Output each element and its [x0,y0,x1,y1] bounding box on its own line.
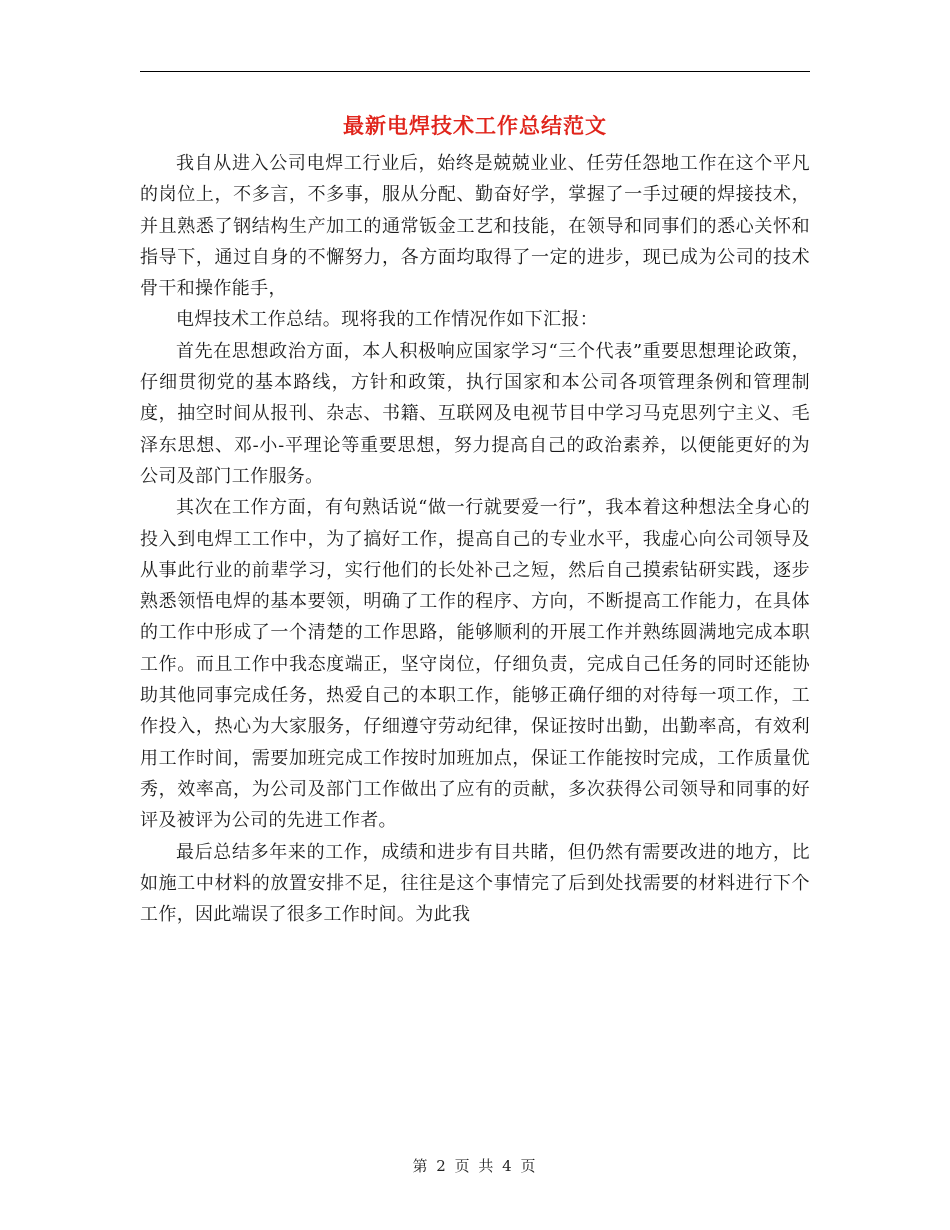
paragraph-political: 首先在思想政治方面，本人积极响应国家学习“三个代表”重要思想理论政策，仔细贯彻党的基本路线，方针和政策，执行国家和本公司各项管理条例和管理制度，抽空时间从报刊、杂志、书籍、互联网及电视节目中学习马克思列宁主义、毛泽东思想、邓-小-平理论等重要思想，努力提高自己的政治素养，以便能更好的为公司及部门工作服务。 [140,340,810,487]
paragraph-work: 其次在工作方面，有句熟话说“做一行就要爱一行”，我本着这种想法全身心的投入到电焊工工作中，为了搞好工作，提高自己的专业水平，我虚心向公司领导及从事此行业的前辈学习，实行他们的长处补己之短，然后自己摸索钻研实践，逐步熟悉领悟电焊的基本要领，明确了工作的程序、方向，不断提高工作能力，在具体的工作中形成了一个清楚的工作思路，能够顺利的开展工作并熟练圆满地完成本职工作。而且工作中我态度端正，坚守岗位，仔细负责，完成自己任务的同时还能协助其他同事完成任务，热爱自己的本职工作，能够正确仔细的对待每一项工作，工作投入，热心为大家服务，仔细遵守劳动纪律，保证按时出勤，出勤率高，有效利用工作时间，需要加班完成工作按时加班加点，保证工作能按时完成，工作质量优秀，效率高，为公司及部门工作做出了应有的贡献，多次获得公司领导和同事的好评及被评为公司的先进工作者。 [140,497,810,832]
document-body [140,148,810,930]
document-title: 最新电焊技术工作总结范文 [343,113,607,138]
page-number: 第 2 页 共 4 页 [412,1157,538,1175]
paragraph-intro: 我自从进入公司电焊工行业后，始终是兢兢业业、任劳任怨地工作在这个平凡的岗位上，不多言，不多事，服从分配、勤奋好学，掌握了一手过硬的焊接技术，并且熟悉了钢结构生产加工的通常钣金工艺和技能，在领导和同事们的悉心关怀和指导下，通过自身的不懈努力，各方面均取得了一定的进步，现已成为公司的技术骨干和操作能手， [140,153,810,300]
paragraph-summary: 最后总结多年来的工作，成绩和进步有目共睹，但仍然有需要改进的地方，比如施工中材料的放置安排不足，往往是这个事情完了后到处找需要的材料进行下个工作，因此端误了很多工作时间。为此我 [140,841,810,926]
paragraph-report-lead: 电焊技术工作总结。现将我的工作情况作如下汇报： [176,309,599,331]
header-rule [140,71,810,72]
